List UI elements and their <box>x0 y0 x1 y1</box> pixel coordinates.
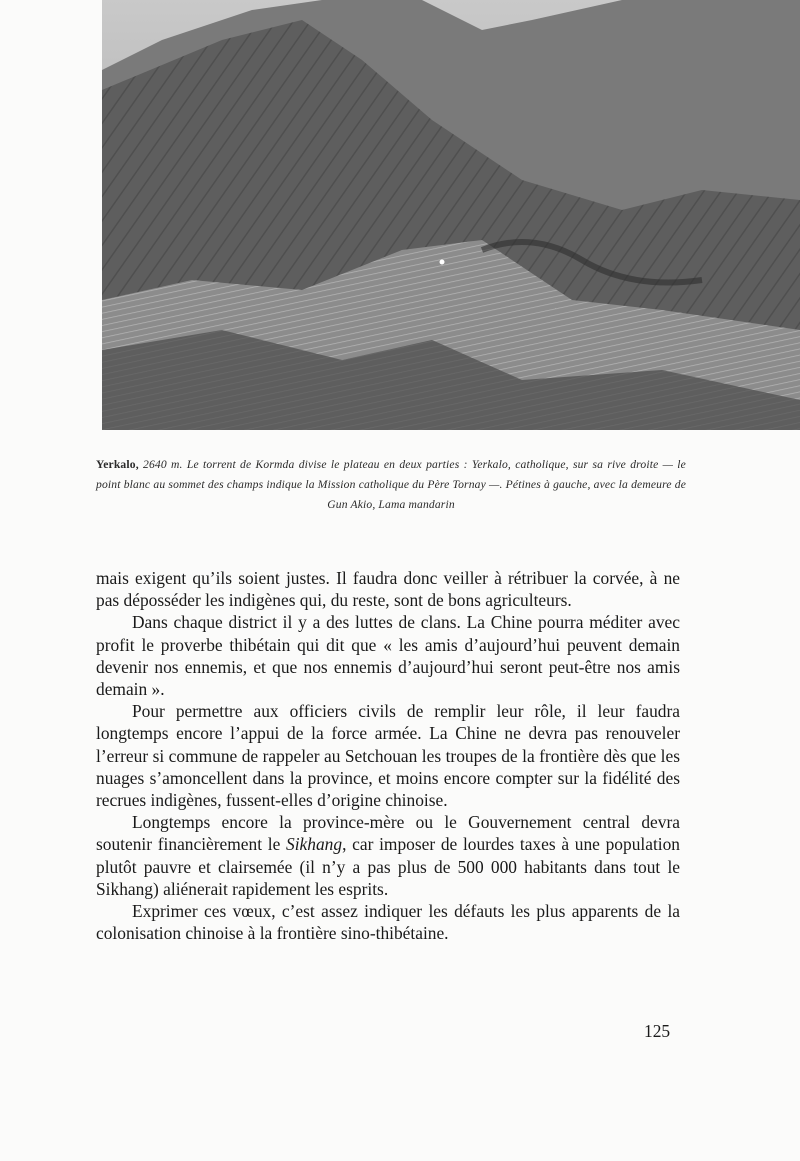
caption-line-c: Père Tornay —. Pétines à gauche, avec la demeure de Gun Akio, Lama mandarin <box>327 478 687 511</box>
paragraph-5: Exprimer ces vœux, c’est assez indiquer les défauts les plus apparents de la colonisation chinoise à la frontière sino-thibétaine. <box>96 901 680 944</box>
paragraph-2: Dans chaque district il y a des luttes de clans. La Chine pourra méditer avec profit le proverbe thibétain qui dit que « les amis d’aujourd’hui peuvent demain devenir nos ennemis, et que nos ennemis d’aujourd’hui seront peut-être nos amis demain ». <box>96 612 680 700</box>
paragraph-1: mais exigent qu’ils soient justes. Il faudra donc veiller à rétribuer la corvée, à ne pas déposséder les indigènes qui, du reste, sont de bons agriculteurs. <box>96 568 680 611</box>
body-text <box>96 567 680 944</box>
paragraph-4-emphasis: Sikhang <box>286 834 343 855</box>
mountain-photograph <box>102 0 800 430</box>
paragraph-4 <box>96 811 680 900</box>
caption-line-b: sur sa rive droite — le point blanc au sommet des champs indique la Mission catholique du <box>96 458 686 491</box>
caption-line-a: 2640 m. Le torrent de Kormda divise le plateau en deux parties : Yerkalo, catholique, <box>138 458 569 471</box>
caption-place: Yerkalo, <box>96 458 139 471</box>
figure-caption <box>96 455 686 515</box>
paragraph-3: Pour permettre aux officiers civils de remplir leur rôle, il leur faudra longtemps encore l’appui de la force armée. La Chine ne devra pas renouveler l’erreur si commune de rappeler au Setchouan les troupes de la frontière dès que les nuages s’amoncellent dans la province, et moins encore compter sur la fidélité des recrues indigènes, fussent-elles d’origine chinoise. <box>96 701 680 811</box>
page-number: 125 <box>644 1021 671 1041</box>
paragraph-4-end: , car imposer de lourdes taxes à une population plutôt pauvre et clairsemée (il n’y a pas plus de 500 000 habitants dans tout le Sikhang) aliénerait rapidement les esprits. <box>96 834 680 899</box>
paragraph-4-start: Longtemps encore la province-mère ou le Gouvernement central devra soutenir financièrement le <box>96 812 680 855</box>
